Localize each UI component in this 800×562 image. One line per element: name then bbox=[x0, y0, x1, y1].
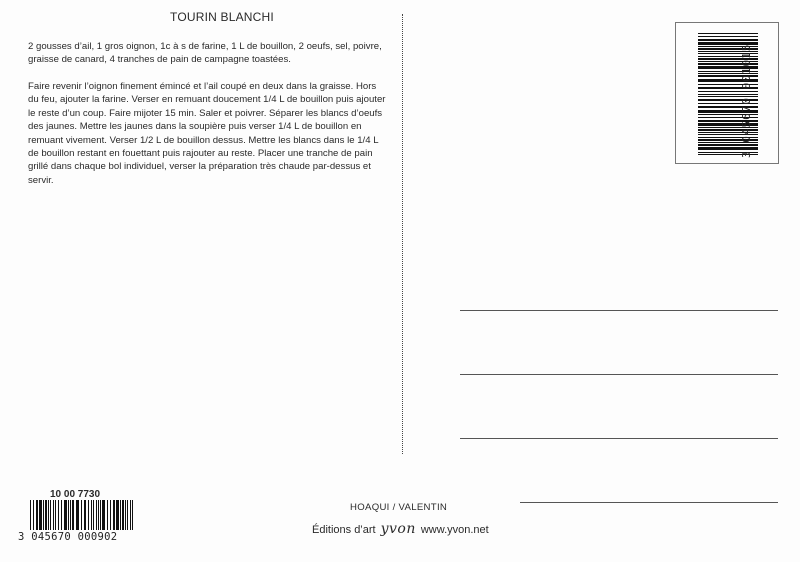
stamp-barcode-digits: 3 045670 001015 bbox=[740, 43, 753, 158]
barcode-bar bbox=[107, 500, 108, 530]
barcode-bar bbox=[68, 500, 69, 530]
barcode-bar bbox=[110, 500, 111, 530]
stamp-box bbox=[675, 22, 779, 164]
barcode-bar bbox=[48, 500, 49, 530]
barcode-bar bbox=[43, 500, 44, 530]
product-barcode-digits: 3 045670 000902 bbox=[18, 531, 118, 543]
barcode-bar bbox=[120, 500, 121, 530]
ingredients-text: 2 gousses d’ail, 1 gros oignon, 1c à s de farine, 1 L de bouillon, 2 oeufs, sel, poivre, graisse de canard, 4 tranches de pain de campagne toastées. bbox=[28, 41, 382, 66]
barcode-bar bbox=[55, 500, 56, 530]
barcode-bar bbox=[113, 500, 115, 530]
recipe-title: TOURIN BLANCHI bbox=[170, 10, 274, 24]
barcode-bar bbox=[93, 500, 94, 530]
barcode-bar bbox=[45, 500, 47, 530]
barcode-bar bbox=[96, 500, 97, 530]
address-line-4 bbox=[520, 502, 778, 503]
barcode-bar bbox=[91, 500, 92, 530]
barcode-bar bbox=[64, 500, 67, 530]
barcode-bar bbox=[127, 500, 128, 530]
method-text bbox=[28, 80, 388, 187]
address-line-3 bbox=[460, 438, 778, 439]
barcode-bar bbox=[116, 500, 119, 530]
address-line-2 bbox=[460, 374, 778, 375]
photo-credit: HOAQUI / VALENTIN bbox=[350, 502, 448, 513]
barcode-bar bbox=[102, 500, 105, 530]
address-line-1 bbox=[460, 310, 778, 311]
product-barcode bbox=[30, 500, 135, 530]
barcode-bar bbox=[36, 500, 38, 530]
publisher-url: www.yvon.net bbox=[420, 524, 489, 536]
barcode-bar bbox=[122, 500, 124, 530]
barcode-bar bbox=[39, 500, 42, 530]
barcode-bar bbox=[30, 500, 31, 530]
publisher-prefix: Éditions d’art bbox=[312, 524, 376, 536]
center-divider bbox=[402, 14, 403, 454]
barcode-bar bbox=[70, 500, 71, 530]
barcode-bar bbox=[84, 500, 86, 530]
barcode-bar bbox=[125, 500, 126, 530]
barcode-bar bbox=[100, 500, 101, 530]
yvon-logo: yvon bbox=[380, 521, 416, 537]
barcode-bar bbox=[98, 500, 99, 530]
reference-number: 10 00 7730 bbox=[50, 489, 101, 500]
barcode-bar bbox=[81, 500, 82, 530]
barcode-bar bbox=[130, 500, 131, 530]
publisher-line bbox=[312, 521, 489, 537]
barcode-bar bbox=[53, 500, 54, 530]
method-paragraph: Faire revenir l’oignon finement émincé et l’ail coupé en deux dans la graisse. Hors du feu, ajouter la farine. Verser en remuant doucement 1/4 L de bouillon puis ajouter le reste d’un coup. Faire mijoter 15 min. Saler et poivrer. Séparer les blancs d’oeufs des jaunes. Mettre les jaunes dans la soupière puis verser 1/4 L de bouillon en remuant vivement. Verser 1/2 L de bouillon dessus. Mettre les blancs dans le 1/4 L de bouillon restant en fouettant puis rajouter au reste. Placer une tranche de pain grillé dans chaque bol individuel, verser la préparation très chaude par-dessus et servir. bbox=[28, 81, 386, 186]
barcode-bar bbox=[58, 500, 59, 530]
barcode-bar bbox=[72, 500, 74, 530]
barcode-bar bbox=[76, 500, 79, 530]
barcode-bar bbox=[132, 500, 133, 530]
barcode-bar bbox=[50, 500, 51, 530]
barcode-bar bbox=[61, 500, 62, 530]
barcode-bar bbox=[88, 500, 89, 530]
barcode-bar bbox=[33, 500, 34, 530]
